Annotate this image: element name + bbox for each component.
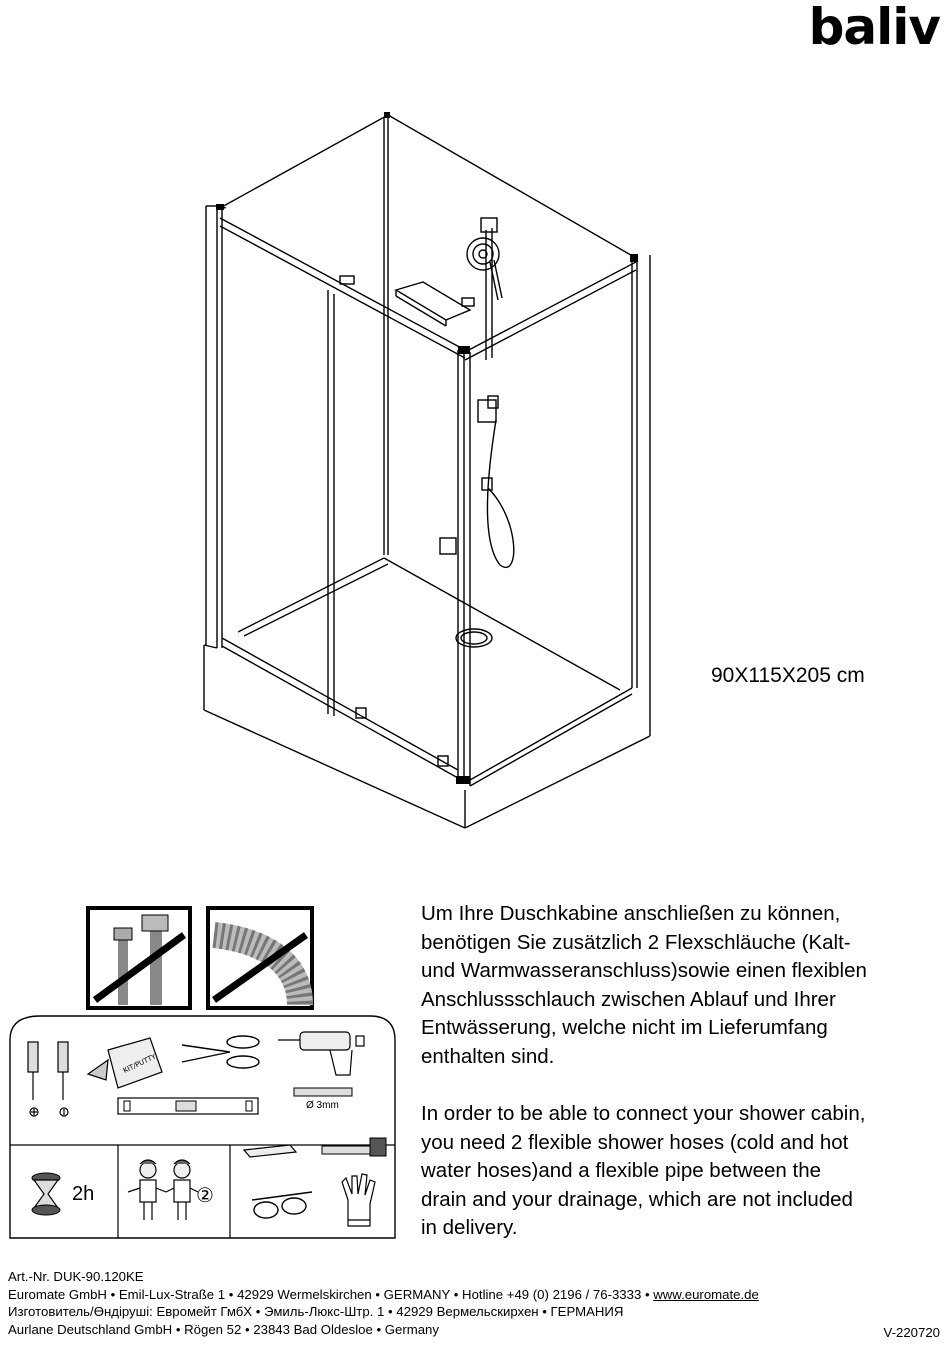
tools-illustration [0, 900, 400, 1240]
en-line: drain and your drainage, which are not included [421, 1187, 853, 1211]
scissors-icon [182, 1036, 259, 1068]
gloves-icon [342, 1174, 375, 1226]
footer [8, 1268, 759, 1338]
shower-cabin-illustration [180, 100, 660, 840]
board-icon [244, 1145, 296, 1157]
hose-not-included-icon [88, 908, 190, 1008]
en-line: water hoses)and a flexible pipe between the [421, 1159, 822, 1182]
en-line: you need 2 flexible shower hoses (cold and hot [421, 1130, 849, 1154]
en-line: In order to be able to connect your shower cabin, [421, 1102, 866, 1125]
drain-pipe-not-included-icon [208, 908, 312, 1008]
dimensions-label: 90X115X205 cm [711, 664, 865, 687]
time-label: 2h [72, 1183, 95, 1205]
version-label: V-220720 [883, 1325, 940, 1340]
spirit-level-icon [118, 1098, 258, 1114]
brand-logo: baliv [808, 0, 940, 56]
website-link[interactable]: www.euromate.de [653, 1286, 759, 1302]
safety-glasses-icon [252, 1192, 312, 1218]
drill-bit-icon [294, 1088, 352, 1111]
de-line: Um Ihre Duschkabine anschließen zu können, [421, 902, 841, 925]
de-line: Anschlussschlauch zwischen Ablauf und Ihrer [421, 987, 836, 1011]
drill-icon [278, 1032, 364, 1075]
connection-notice-english [421, 1100, 865, 1243]
de-line: enthalten sind. [421, 1044, 555, 1068]
manufacturer-line [8, 1286, 759, 1304]
two-workers-icon [128, 1160, 198, 1220]
drill-size-label: Ø 3mm [306, 1100, 339, 1111]
utility-knife-icon [322, 1138, 386, 1156]
manufacturer-address: Euromate GmbH • Emil-Lux-Straße 1 • 42929 Wermelskirchen • GERMANY • Hotline +49 (0) 2196 / 76-3333 • [8, 1286, 654, 1302]
de-line: und Warmwasseranschluss)sowie einen flexiblen [421, 959, 867, 982]
connection-notice-german [421, 900, 867, 1071]
putty-label: KIT/PUTTY [121, 1052, 158, 1075]
hourglass-icon [32, 1173, 60, 1215]
de-line: benötigen Sie zusätzlich 2 Flexschläuche (Kalt- [421, 930, 851, 954]
screwdriver-icon [28, 1042, 68, 1116]
en-line: in delivery. [421, 1216, 518, 1239]
de-line: Entwässerung, welche nicht im Lieferumfang [421, 1016, 828, 1039]
putty-icon [88, 1038, 162, 1088]
persons-label: ② [196, 1183, 214, 1207]
distributor-line: Aurlane Deutschland GmbH • Rögen 52 • 23843 Bad Oldesloe • Germany [8, 1321, 439, 1337]
article-number: Art.-Nr. DUK-90.120KE [8, 1269, 144, 1284]
manufacturer-line-russian: Изготовитель/Өндіруші: Евромейт ГмбХ • Эмиль-Люкс-Штр. 1 • 42929 Вермельскирхен • ГЕРМАНИЯ [8, 1304, 624, 1319]
